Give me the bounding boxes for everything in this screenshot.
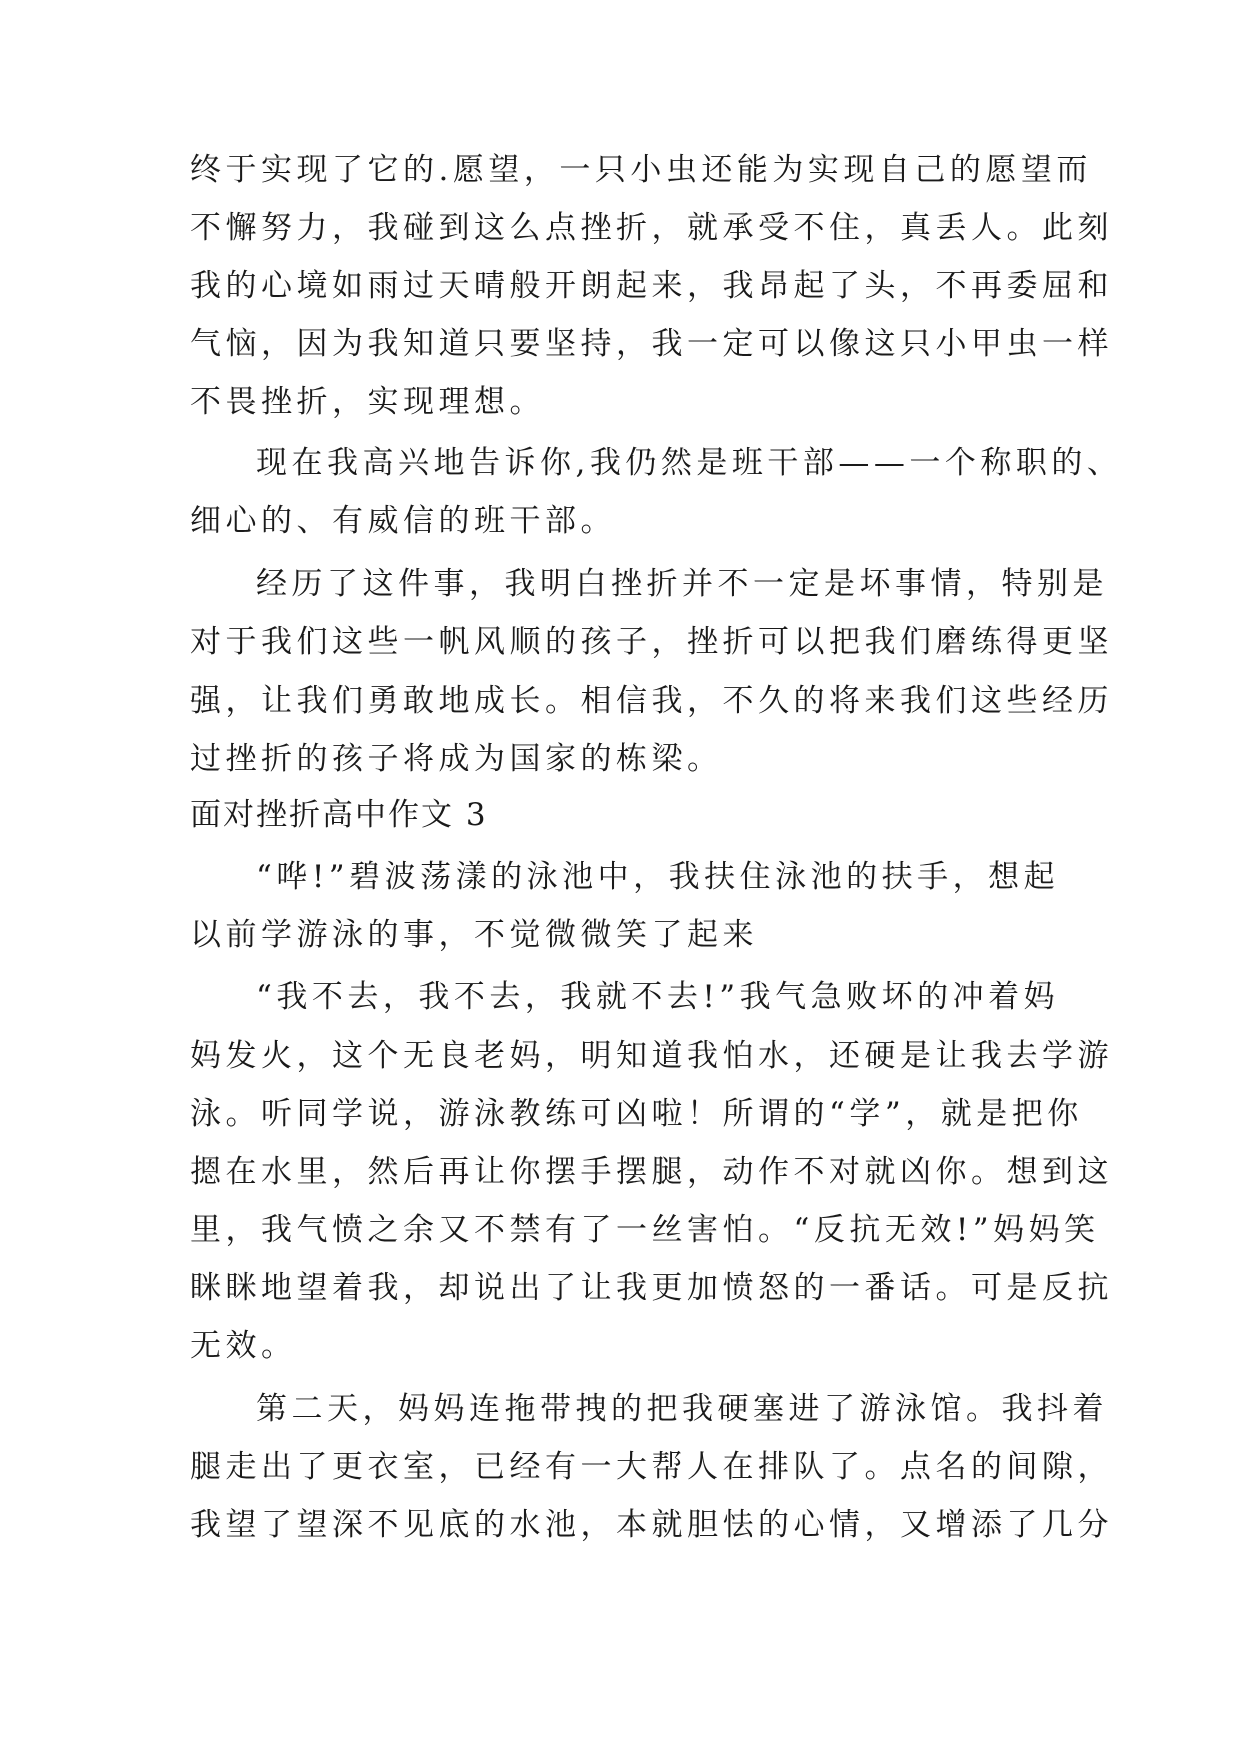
text-line: 无效。 xyxy=(190,1328,297,1364)
text-line: 不懈努力，我碰到这么点挫折，就承受不住，真丢人。此刻 xyxy=(190,210,1113,246)
text-line: 腿走出了更衣室，已经有一大帮人在排队了。点名的间隙， xyxy=(190,1449,1113,1485)
text-line: 我望了望深不见底的水池，本就胆怯的心情，又增添了几分 xyxy=(190,1507,1113,1543)
text-line: 细心的、有威信的班干部。 xyxy=(190,503,616,539)
text-line: 摁在水里，然后再让你摆手摆腿，动作不对就凶你。想到这 xyxy=(190,1154,1113,1190)
text-line: “哗!”碧波荡漾的泳池中，我扶住泳池的扶手，想起 xyxy=(256,859,1060,895)
section-heading: 面对挫折高中作文 3 xyxy=(190,797,488,833)
text-line: 经历了这件事，我明白挫折并不一定是坏事情，特别是 xyxy=(256,566,1108,602)
text-line: 强，让我们勇敢地成长。相信我，不久的将来我们这些经历 xyxy=(190,683,1113,719)
text-line: 现在我高兴地告诉你,我仍然是班干部——一个称职的、 xyxy=(256,445,1123,481)
text-line: 里，我气愤之余又不禁有了一丝害怕。“反抗无效!”妈妈笑 xyxy=(190,1212,1100,1248)
text-line: 过挫折的孩子将成为国家的栋梁。 xyxy=(190,741,723,777)
text-line: 第二天，妈妈连拖带拽的把我硬塞进了游泳馆。我抖着 xyxy=(256,1391,1108,1427)
text-line: 对于我们这些一帆风顺的孩子，挫折可以把我们磨练得更坚 xyxy=(190,624,1113,660)
text-line: 妈发火，这个无良老妈，明知道我怕水，还硬是让我去学游 xyxy=(190,1038,1113,1074)
text-line: “我不去，我不去，我就不去!”我气急败坏的冲着妈 xyxy=(256,979,1060,1015)
text-line: 不畏挫折，实现理想。 xyxy=(190,384,545,420)
text-line: 我的心境如雨过天晴般开朗起来，我昂起了头，不再委屈和 xyxy=(190,268,1113,304)
text-line: 以前学游泳的事，不觉微微笑了起来 xyxy=(190,917,758,953)
text-line: 终于实现了它的.愿望，一只小虫还能为实现自己的愿望而 xyxy=(190,152,1092,188)
text-line: 气恼，因为我知道只要坚持，我一定可以像这只小甲虫一样 xyxy=(190,326,1113,362)
text-line: 眯眯地望着我，却说出了让我更加愤怒的一番话。可是反抗 xyxy=(190,1270,1113,1306)
text-line: 泳。听同学说，游泳教练可凶啦！所谓的“学”，就是把你 xyxy=(190,1096,1083,1132)
